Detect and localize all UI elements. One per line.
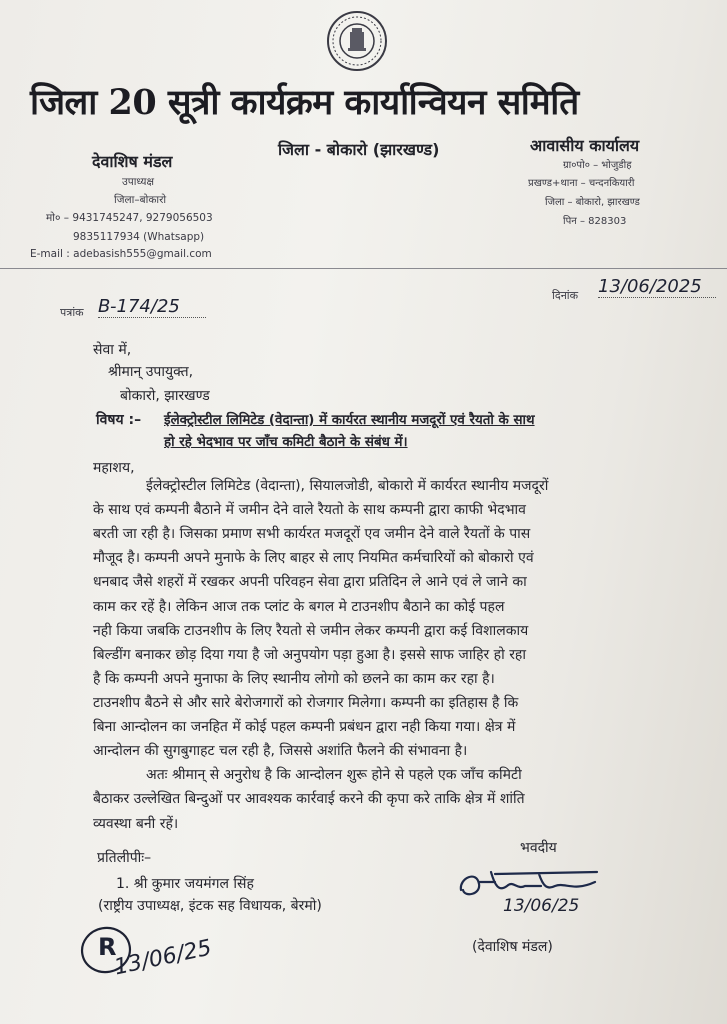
sender-designation: उपाध्यक्ष (122, 176, 155, 188)
district-heading: जिला - बोकारो (झारखण्ड) (278, 140, 440, 159)
body-line: के साथ एवं कम्पनी बैठाने में जमीन देने वाले रैयतो के साथ कम्पनी द्वारा काफी भेदभाव (93, 502, 526, 518)
ref-number: B-174/25 (98, 296, 206, 318)
office-address-line1: ग्रा०पो० – भोजुडीह (563, 160, 632, 171)
copy-item-1: 1. श्री कुमार जयमंगल सिंह (116, 876, 254, 892)
request-line: व्यवस्था बनी रहें। (93, 816, 179, 832)
subject-line1: ईलेक्ट्रोस्टील लिमिटेड (वेदान्ता) में कार्यरत स्थानीय मजदूरों एवं रैयतो के साथ (164, 413, 535, 428)
body-line: बिना आन्दोलन का जनहित में कोई पहल कम्पनी प्रबंधन द्वारा नही किया गया। क्षेत्र में (93, 719, 516, 735)
sender-email: E-mail : adebasish555@gmail.com (30, 248, 212, 260)
body-line: काम कर रहें है। लेकिन आज तक प्लांट के बगल मे टाउनशीप बैठाने का कोई पहल (93, 599, 505, 615)
address-line2: श्रीमान् उपायुक्त, (108, 364, 194, 380)
closing-regards: भवदीय (520, 840, 557, 856)
body-line: टाउनशीप बैठने से और सारे बेरोजगारों को रोजगार मिलेगा। कम्पनी का इतिहास है कि (93, 695, 519, 711)
body-line: ईलेक्ट्रोस्टील लिमिटेड (वेदान्ता), सियालजोडी, बोकारो में कार्यरत स्थानीय मजदूरों (146, 478, 549, 494)
copy-item-1-detail: (राष्ट्रीय उपाध्यक्ष, इंटक सह विधायक, बेरमो) (98, 898, 322, 914)
date-label: दिनांक (552, 289, 579, 302)
sender-mobile: मो० – 9431745247, 9279056503 (46, 212, 213, 224)
body-line: है कि कम्पनी अपने मुनाफा के लिए स्थानीय लोगो को छलने का काम कर रहा है। (93, 671, 495, 687)
emblem-seal-icon (326, 10, 388, 72)
request-line: बैठाकर उल्लेखित बिन्दुओं पर आवश्यक कार्रवाई करने की कृपा करे ताकि क्षेत्र में शांति (93, 791, 525, 807)
office-address-line3: जिला – बोकारो, झारखण्ड (545, 197, 640, 208)
office-address-line2: प्रखण्ड+थाना – चन्दनकियारी (528, 178, 635, 189)
header-divider (0, 268, 727, 269)
body-line: मौजूद है। कम्पनी अपने मुनाफे के लिए बाहर से लाए नियमित कर्मचारियों को बोकारो एवं (93, 550, 534, 566)
signatory-name: (देवाशिष मंडल) (472, 939, 553, 955)
sender-district: जिला–बोकारो (114, 194, 167, 206)
address-line1: सेवा में, (93, 342, 132, 358)
copy-label: प्रतिलीपीः– (97, 850, 152, 866)
body-line: बिल्डींग बनाकर छोड़ दिया गया है जो अनुपयोग पड़ा हुआ है। इससे साफ जाहिर हो रहा (93, 647, 526, 663)
receipt-date: 13/06/25 (112, 935, 214, 981)
subject-line2: हो रहे भेदभाव पर जाँच कमिटी बैठाने के संबंध में। (164, 435, 408, 450)
body-line: नही किया जबकि टाउनशीप के लिए रैयतो से जमीन लेकर कम्पनी द्वारा कई विशालकाय (93, 623, 529, 639)
address-line3: बोकारो, झारखण्ड (120, 388, 210, 404)
body-line: आन्दोलन की सुगबुगाहट चल रही है, जिससे अशांति फैलने की संभावना है। (93, 743, 468, 759)
signature-date: 13/06/25 (503, 896, 580, 916)
sender-name: देवाशिष मंडल (92, 152, 173, 171)
ref-label: पत्रांक (60, 306, 84, 319)
subject-label: विषय :– (96, 412, 142, 428)
letterhead-title: जिला 20 सूत्री कार्यक्रम कार्यान्वियन समिति (30, 82, 579, 123)
sender-whatsapp: 9835117934 (Whatsapp) (73, 231, 205, 243)
body-line: धनबाद जैसे शहरों में रखकर अपनी परिवहन सेवा द्वारा प्रतिदिन ले आने एवं ले जाने का (93, 574, 527, 590)
date-value: 13/06/2025 (598, 276, 716, 298)
body-line: बरती जा रही है। जिसका प्रमाण सभी कार्यरत मजदूरों एव जमीन देने वाले रैयतों के पास (93, 526, 531, 542)
receipt-mark: R (98, 933, 117, 961)
office-heading: आवासीय कार्यालय (530, 136, 640, 155)
office-address-line4: पिन – 828303 (563, 216, 627, 227)
request-line: अतः श्रीमान् से अनुरोध है कि आन्दोलन शुरू होने से पहले एक जाँच कमिटी (146, 767, 522, 783)
salutation: महाशय, (93, 460, 135, 476)
